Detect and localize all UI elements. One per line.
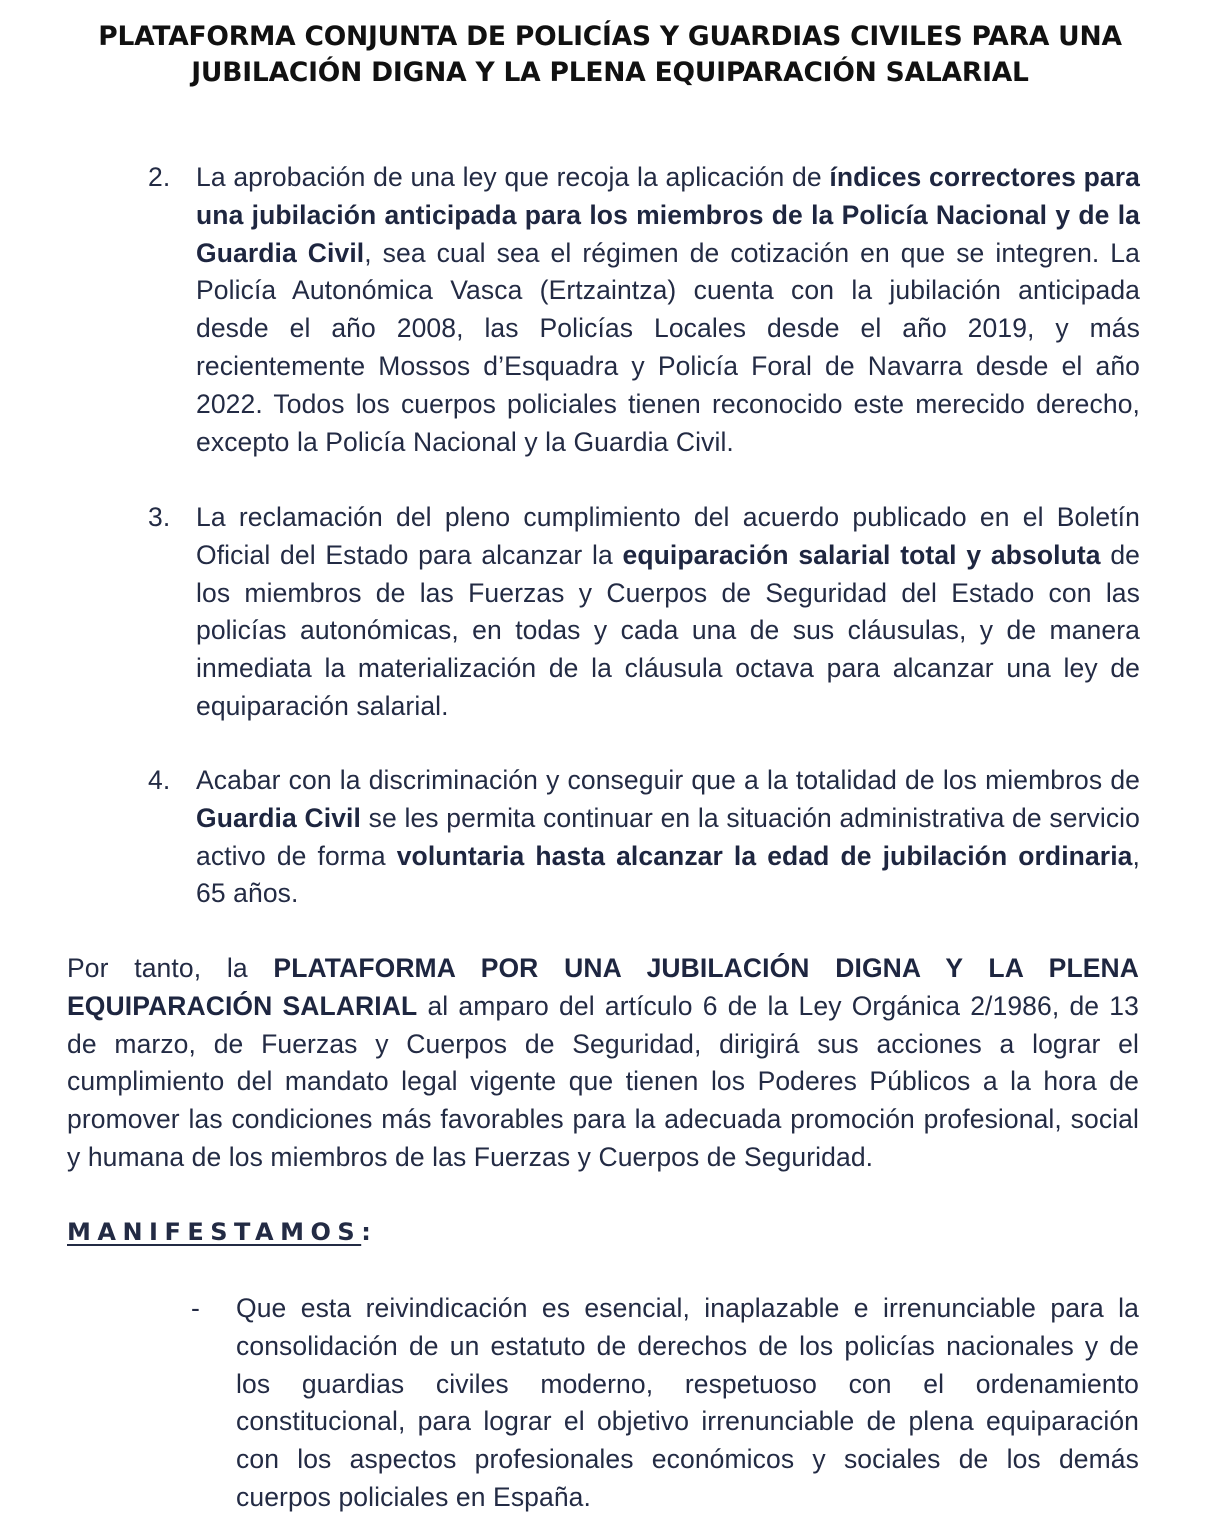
emphasis: Guardia Civil (196, 802, 361, 833)
list-number: 2. (148, 162, 171, 192)
section-heading (67, 1212, 371, 1252)
emphasis: PLATAFORMA POR UNA JUBILACIÓN DIGNA Y LA PLENA EQUIPARACIÓN SALARIAL (67, 953, 1139, 1021)
document-title (40, 19, 1180, 91)
emphasis: equiparación salarial total y absoluta (622, 539, 1101, 570)
list-number: 4. (148, 765, 171, 795)
list-item-text: Acabar con la discriminación y conseguir que a la totalidad de los miembros de Guardia Civil se les permita continuar en la situación administrativa de servicio activo de forma voluntaria hasta alcanzar la edad de jubilación ordinaria, 65 años. (196, 765, 1141, 909)
bullet-marker: - (191, 1293, 200, 1323)
title-line-2: JUBILACIÓN DIGNA Y LA PLENA EQUIPARACIÓN SALARIAL (191, 57, 1029, 88)
bullet-text: Que esta reivindicación es esencial, inaplazable e irrenunciable para la consolidación de un estatuto de derechos de los policías nacionales y de los guardias civiles moderno, respetuoso con el ordenamiento constitucional, para lograr el objetivo irrenunciable de plena equiparación con los aspectos profesionales económicos y sociales de los demás cuerpos policiales en España. (236, 1293, 1139, 1512)
list-number: 3. (148, 502, 171, 532)
list-item-text: La aprobación de una ley que recoja la aplicación de índices correctores para una jubilación anticipada para los miembros de la Policía Nacional y de la Guardia Civil, sea cual sea el régimen de cotización en que se integren. La Policía Autonómica Vasca (Ertzaintza) cuenta con la jubilación anticipada desde el año 2008, las Policías Locales desde el año 2019, y más recientemente Mossos d’Esquadra y Policía Foral de Navarra desde el año 2022. Todos los cuerpos policiales tienen reconocido este merecido derecho, excepto la Policía Nacional y la Guardia Civil. (196, 162, 1140, 457)
list-item-3 (148, 499, 1140, 726)
heading-word: MANIFESTAMOS (67, 1218, 362, 1246)
list-item-text: La reclamación del pleno cumplimiento del acuerdo publicado en el Boletín Oficial del Estado para alcanzar la equiparación salarial total y absoluta de los miembros de las Fuerzas y Cuerpos de Seguridad del Estado con las policías autonómicas, en todas y cada una de sus cláusulas, y de manera inmediata la materialización de la cláusula octava para alcanzar una ley de equiparación salarial. (196, 502, 1140, 721)
emphasis: voluntaria hasta alcanzar la edad de jubilación ordinaria (396, 840, 1133, 871)
title-line-1: PLATAFORMA CONJUNTA DE POLICÍAS Y GUARDIAS CIVILES PARA UNA (98, 21, 1122, 52)
body-paragraph: Por tanto, la PLATAFORMA POR UNA JUBILACIÓN DIGNA Y LA PLENA EQUIPARACIÓN SALARIAL al amparo del artículo 6 de la Ley Orgánica 2/1986, de 13 de marzo, de Fuerzas y Cuerpos de Seguridad, dirigirá sus acciones a lograr el cumplimiento del mandato legal vigente que tienen los Poderes Públicos a la hora de promover las condiciones más favorables para la adecuada promoción profesional, social y humana de los miembros de las Fuerzas y Cuerpos de Seguridad. (67, 953, 1139, 1172)
heading-colon: : (361, 1218, 371, 1246)
list-item-2 (148, 159, 1140, 461)
list-item-4 (148, 762, 1140, 913)
bullet-item (191, 1290, 1139, 1517)
emphasis: índices correctores para una jubilación anticipada para los miembros de la Policía Nacional y de la Guardia Civil (196, 162, 1140, 268)
